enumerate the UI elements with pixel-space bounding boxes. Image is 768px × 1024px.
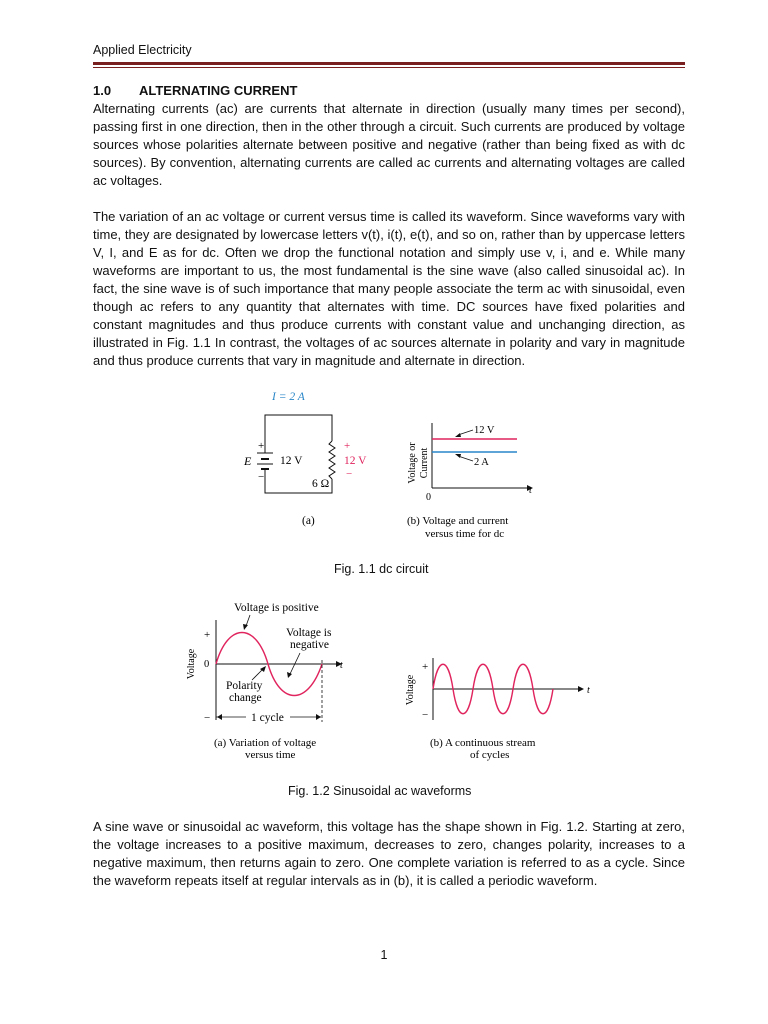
header-rule-thin <box>93 67 685 68</box>
circuit-current-label: I = 2 A <box>272 391 305 403</box>
resistor-minus: − <box>346 468 353 480</box>
dc-current-level: 2 A <box>474 457 489 468</box>
cycle-label: 1 cycle <box>251 712 284 724</box>
circuit-wire-top <box>265 415 332 453</box>
fig2-sub-a-line1: (a) Variation of voltage <box>214 737 317 749</box>
resistor-zigzag <box>329 441 335 479</box>
fig2-sub-b-line1: (b) A continuous stream <box>430 737 536 749</box>
page-number: 1 <box>380 948 388 962</box>
resistor-voltage: 12 V <box>344 455 367 467</box>
fig1-dc-graph <box>395 415 555 545</box>
stream-x-arrow <box>578 686 584 692</box>
dc-ylabel-line2: Current <box>419 447 430 479</box>
stream-ylabel: Voltage <box>405 674 416 706</box>
polarity-label-line2: change <box>229 692 262 704</box>
paragraph-2: The variation of an ac voltage or current versus time is called its waveform. Since waveforms vary with time, they are designated by lowercase letters v(t), i(t), e(t), and so on, rather than by uppercase letters V, I, and E as for dc. Often we drop the functional notation and simply use v, i, and e. While many waveforms are important to us, the most fundamental is the sine wave (also called sinusoidal ac). In fact, the sine wave is of such importance that many people associate the term ac with sinusoidal, even though ac refers to any quantity that alternates with time. DC sources have fixed polarities and constant magnitudes and thus produce currents with constant value and unchanging direction, as illustrated in Fig. 1.1 In contrast, the voltages of ac sources alternate in polarity and vary in magnitude and thus produce currents that vary in magnitude and alternate in direction. <box>93 209 685 368</box>
source-label: E <box>244 454 252 468</box>
fig1-sub-a: (a) <box>302 515 315 527</box>
fig2-sine-cycle <box>180 598 380 763</box>
stream-minus: − <box>422 709 429 721</box>
resistor-plus: + <box>344 440 351 452</box>
resistance-label: 6 Ω <box>312 478 330 490</box>
section-heading <box>93 83 297 98</box>
stream-plus: + <box>422 661 429 673</box>
paragraph-1: Alternating currents (ac) are currents that alternate in direction (usually many times per second), passing first in one direction, then in the other through a circuit. Such currents are produced by voltage sources whose polarities alternate between positive and negative (rather than being fixed as with dc sources). By convention, alternating currents are called ac currents and alternating voltages are called ac voltages. <box>93 101 685 188</box>
source-plus: + <box>258 440 265 452</box>
fig1-caption: Fig. 1.1 dc circuit <box>334 562 429 576</box>
sine-t-label: t <box>340 660 343 671</box>
cycle-dim-right-head <box>316 714 321 720</box>
negative-pointer-head <box>287 672 292 678</box>
stream-t-label: t <box>587 685 590 696</box>
fig2-sub-a-line2: versus time <box>245 749 296 761</box>
fig2-sine-stream <box>400 650 600 765</box>
positive-pointer <box>246 615 250 626</box>
dc-voltage-level: 12 V <box>474 425 495 436</box>
positive-label: Voltage is positive <box>234 602 319 614</box>
fig2-sub-b-line2: of cycles <box>470 749 510 761</box>
fig1-sub-b-line2: versus time for dc <box>425 528 505 540</box>
section-number: 1.0 <box>93 83 112 98</box>
paragraph-3: A sine wave or sinusoidal ac waveform, this voltage has the shape shown in Fig. 1.2. Starting at zero, the voltage increases to a positive maximum, decreases to zero, changes polarity, increases to a negative maximum, then returns again to zero. One complete variation is referred to as a cycle. Since the waveform repeats itself at regular intervals as in (b), it is called a periodic waveform. <box>93 819 685 888</box>
fig1-circuit <box>220 385 390 535</box>
section-title: ALTERNATING CURRENT <box>139 83 298 98</box>
source-voltage: 12 V <box>280 455 303 467</box>
positive-pointer-head <box>243 624 248 630</box>
sine-plus: + <box>204 629 211 641</box>
cycle-dim-left-head <box>217 714 222 720</box>
negative-label-line2: negative <box>290 639 329 651</box>
dc-current-pointer-head <box>455 454 461 458</box>
polarity-pointer <box>252 669 263 680</box>
dc-ylabel-line1: Voltage or <box>407 442 418 484</box>
dc-voltage-pointer-head <box>455 433 461 437</box>
dc-t-label: t <box>529 485 532 496</box>
polarity-label-line1: Polarity <box>226 680 263 692</box>
fig1-sub-b-line1: (b) Voltage and current <box>407 515 509 527</box>
sine-ylabel: Voltage <box>186 648 197 680</box>
sine-minus: − <box>204 712 211 724</box>
source-minus: − <box>258 471 265 483</box>
header-rule-thick <box>93 62 685 65</box>
negative-label-line1: Voltage is <box>286 627 332 639</box>
running-header: Applied Electricity <box>93 43 192 57</box>
fig2-caption: Fig. 1.2 Sinusoidal ac waveforms <box>288 784 472 798</box>
sine-zero: 0 <box>204 659 210 670</box>
dc-origin: 0 <box>426 492 431 503</box>
